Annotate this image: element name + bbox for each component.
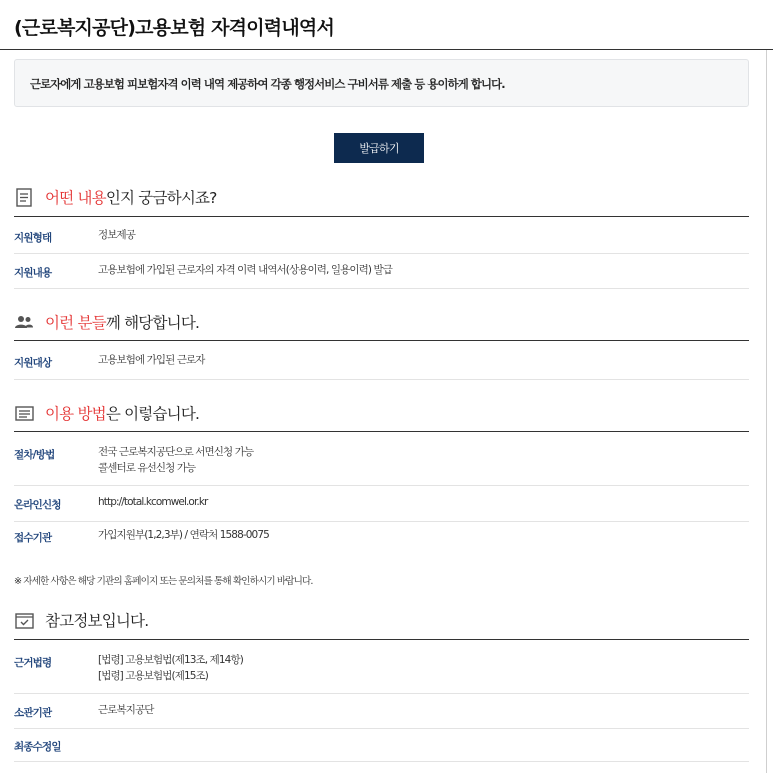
info-row [14,729,749,762]
row-label: 절차/방법 [14,449,55,461]
list-icon [14,403,34,423]
row-value: 고용보험에 가입된 근로자의 자격 이력 내역서(상용이력, 일용이력) 발급 [98,264,392,276]
section-header-ref [14,607,148,633]
section-title: 참고정보입니다. [45,612,149,630]
section-header-what [14,184,217,210]
row-value: 콜센터로 유선신청 가능 [98,462,196,474]
row-label: 지원내용 [14,267,52,279]
info-row [14,694,749,729]
summary-box [14,59,749,107]
section-title: 인지 궁금하시죠? [105,189,217,207]
row-value: [법령] 고용보험법(제13조, 제14항) [98,654,243,666]
info-row [14,254,749,289]
row-value: [법령] 고용보험법(제15조) [98,670,208,682]
scroll-divider [766,50,767,773]
title-divider [0,49,773,50]
section-highlight: 이용 방법 [45,405,106,423]
row-label: 최종수정일 [14,741,61,753]
section-title: 께 해당합니다. [105,314,200,332]
checkbox-icon [14,610,34,630]
notice-text: ※ 자세한 사항은 해당 기관의 홈페이지 또는 문의처를 통해 확인하시기 바랍니다. [14,576,313,587]
info-row [14,341,749,380]
row-label: 지원대상 [14,357,52,369]
section-header-how [14,400,199,426]
row-value: 정보제공 [98,229,135,241]
section-highlight: 어떤 내용 [45,189,106,207]
info-row [14,522,749,554]
info-row [14,640,749,694]
info-row [14,432,749,486]
row-value: 전국 근로복지공단으로 서면신청 가능 [98,446,254,458]
page-title: (근로복지공단)고용보험 자격이력내역서 [14,17,335,39]
row-label: 근거법령 [14,657,52,669]
section-header-who [14,309,199,335]
section-highlight: 이런 분들 [45,314,106,332]
row-value: 근로복지공단 [98,704,154,716]
info-row [14,486,749,522]
document-icon [14,187,34,207]
row-label: 소관기관 [14,707,52,719]
row-value: 고용보험에 가입된 근로자 [98,354,205,366]
info-row [14,217,749,254]
issue-button[interactable]: 발급하기 [334,133,424,163]
section-title: 은 이렇습니다. [105,405,200,423]
summary-text: 근로자에게 고용보험 피보험자격 이력 내역 제공하여 각종 행정서비스 구비서류 제출 등 용이하게 합니다. [30,77,505,91]
row-label: 지원형태 [14,232,52,244]
online-apply-link[interactable]: http://total.kcomwel.or.kr [98,496,208,508]
row-label: 온라인신청 [14,499,61,511]
row-value: 가입지원부(1,2,3부) / 연락처 1588-0075 [98,529,269,541]
row-label: 접수기관 [14,532,52,544]
people-icon [14,312,34,332]
